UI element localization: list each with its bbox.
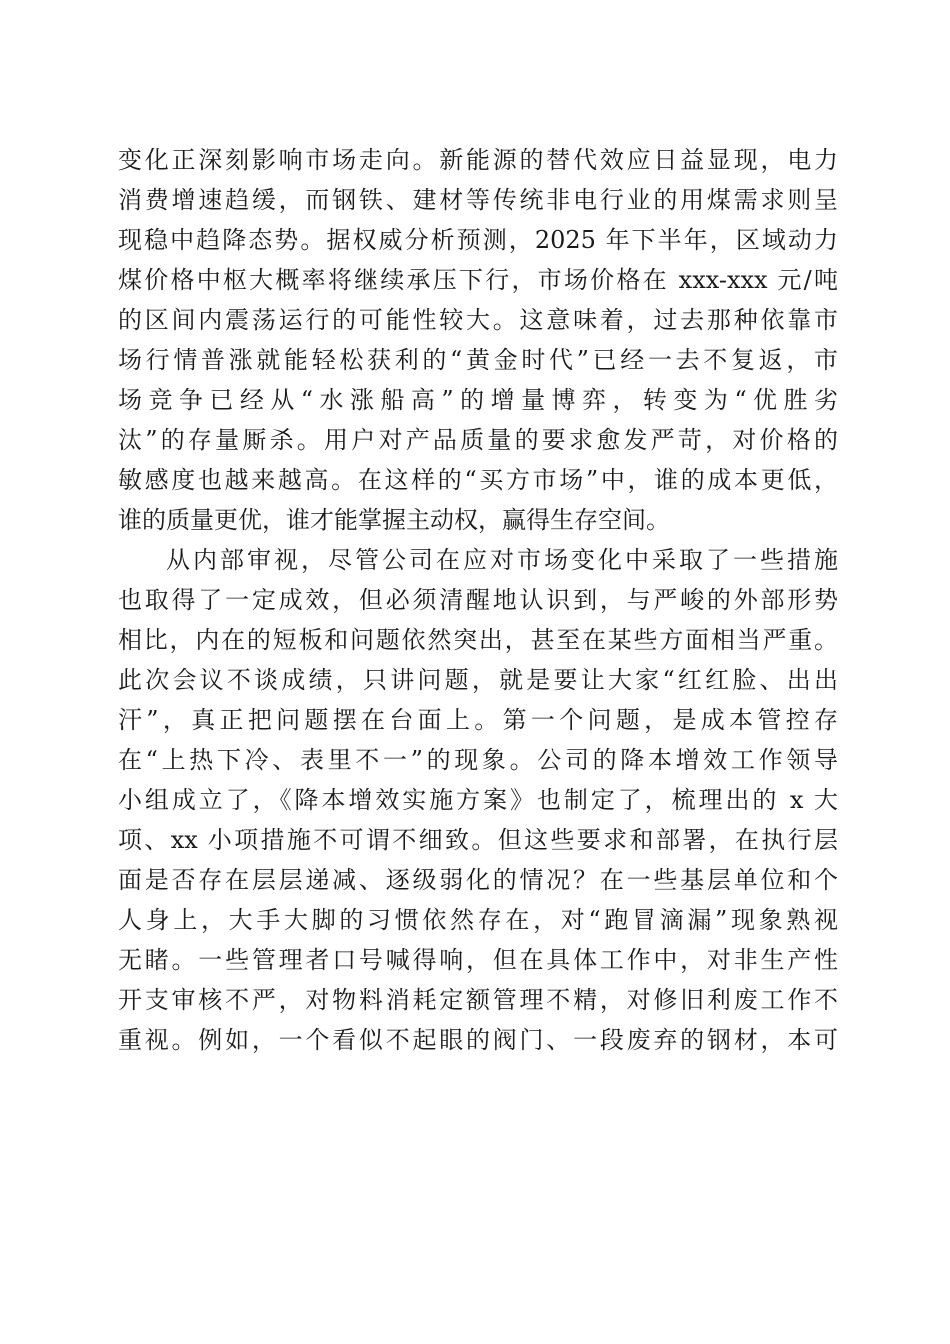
- body-text: [118, 140, 838, 1060]
- text-line: 面是否存在层层递减、逐级弱化的情况？在一些基层单位和个: [118, 866, 838, 894]
- text-line: 无睹。一些管理者口号喊得响，但在具体工作中，对非生产性: [118, 946, 838, 974]
- text-line: 人身上，大手大脚的习惯依然存在，对“跑冒滴漏”现象熟视: [118, 906, 838, 934]
- text-line: 煤价格中枢大概率将继续承压下行，市场价格在 xxx-xxx 元/吨: [118, 266, 838, 294]
- text-line: 在“上热下冷、表里不一”的现象。公司的降本增效工作领导: [118, 746, 838, 774]
- text-line: 的区间内震荡运行的可能性较大。这意味着，过去那种依靠市: [118, 306, 838, 334]
- text-line: 消费增速趋缓，而钢铁、建材等传统非电行业的用煤需求则呈: [118, 186, 838, 214]
- text-line: 小组成立了，《降本增效实施方案》也制定了，梳理出的 x 大: [118, 786, 838, 814]
- text-line: 项、xx 小项措施不可谓不细致。但这些要求和部署，在执行层: [118, 826, 838, 854]
- text-line: 场竞争已经从“水涨船高”的增量博弈，转变为“优胜劣: [118, 386, 838, 414]
- text-line: 现稳中趋降态势。据权威分析预测，2025 年下半年，区域动力: [118, 226, 838, 254]
- text-line: 此次会议不谈成绩，只讲问题，就是要让大家“红红脸、出出: [118, 666, 838, 694]
- text-line: 也取得了一定成效，但必须清醒地认识到，与严峻的外部形势: [118, 586, 838, 614]
- text-line: 谁的质量更优，谁才能掌握主动权，赢得生存空间。: [118, 506, 670, 534]
- text-line: 重视。例如，一个看似不起眼的阀门、一段废弃的钢材，本可: [118, 1026, 838, 1054]
- text-line: 敏感度也越来越高。在这样的“买方市场”中，谁的成本更低，: [118, 466, 838, 494]
- text-line: 场行情普涨就能轻松获利的“黄金时代”已经一去不复返，市: [118, 346, 838, 374]
- text-line: 汗”，真正把问题摆在台面上。第一个问题，是成本管控存: [118, 706, 838, 734]
- text-line: 从内部审视，尽管公司在应对市场变化中采取了一些措施: [166, 546, 838, 574]
- text-line: 开支审核不严，对物料消耗定额管理不精，对修旧利废工作不: [118, 986, 838, 1014]
- paragraph-2: [118, 540, 838, 1060]
- paragraph-1: [118, 140, 838, 540]
- text-line: 汰”的存量厮杀。用户对产品质量的要求愈发严苛，对价格的: [118, 426, 838, 454]
- text-line: 相比，内在的短板和问题依然突出，甚至在某些方面相当严重。: [118, 626, 838, 654]
- text-line: 变化正深刻影响市场走向。新能源的替代效应日益显现，电力: [118, 146, 838, 174]
